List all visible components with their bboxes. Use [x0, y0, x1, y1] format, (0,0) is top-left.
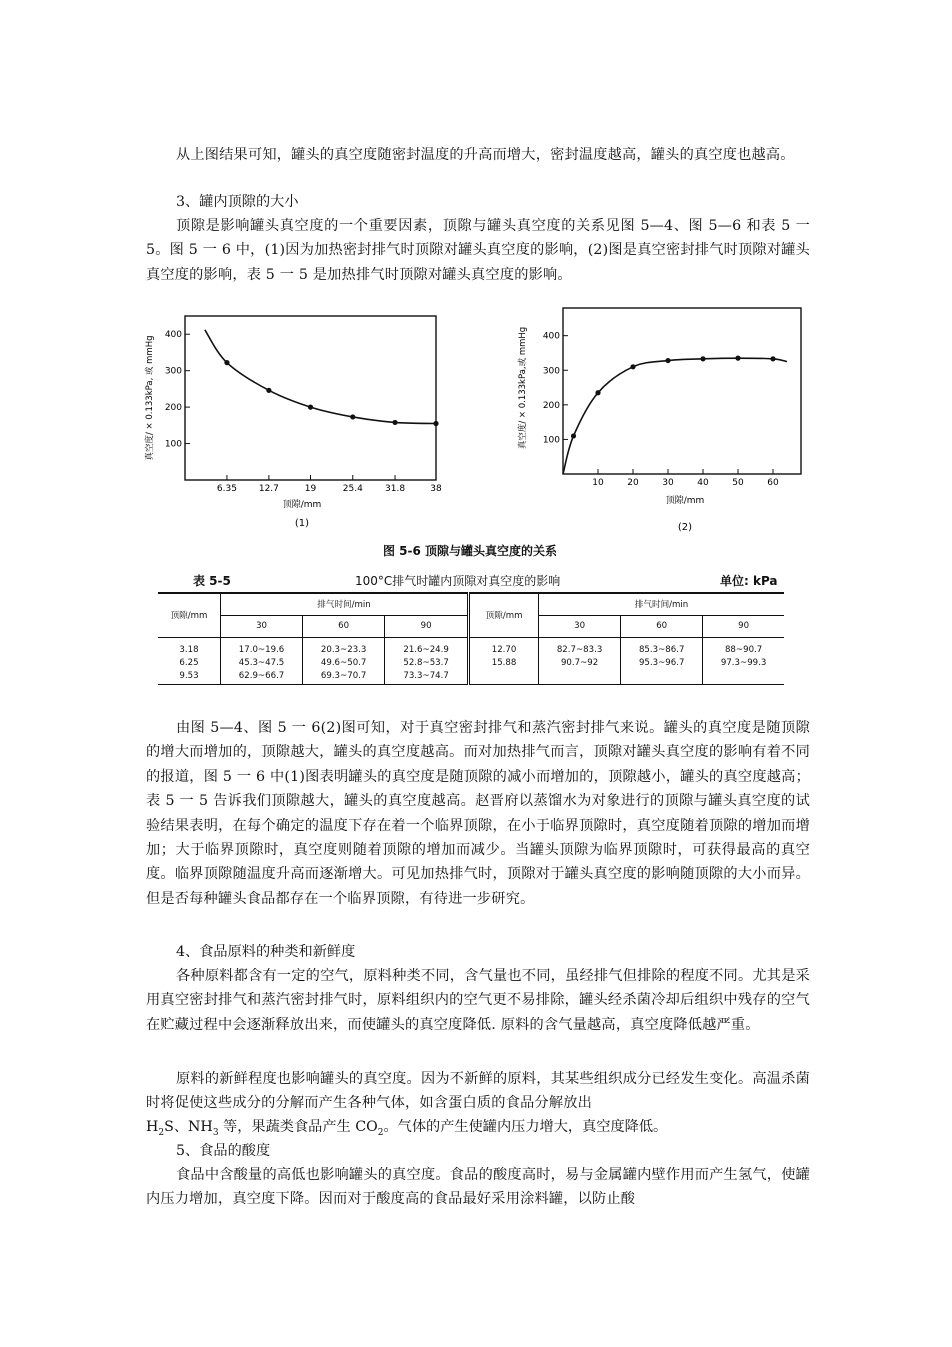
- formula-sub: 2: [377, 1127, 384, 1138]
- chart-number-label: (1): [294, 518, 310, 529]
- x-tick-label: 10: [592, 478, 604, 488]
- formula-sub: 2: [158, 1127, 165, 1138]
- data-point: [630, 364, 635, 369]
- x-tick-label: 25.4: [342, 484, 363, 494]
- table-cell: 17.0~19.6: [221, 643, 303, 656]
- header-time-90: 90: [385, 615, 469, 637]
- series-line: [205, 330, 436, 424]
- data-point: [392, 420, 397, 425]
- paragraph-6: 食品中含酸量的高低也影响罐头的真空度。食品的酸度高时，易与金属罐内壁作用而产生氢气，使罐内压力增加，真空度下降。因而对于酸度高的食品最好采用涂料罐，以防止酸: [146, 1167, 810, 1208]
- y-tick-label: 200: [164, 403, 182, 414]
- x-axis-label: 顶隙/mm: [665, 496, 705, 506]
- table-cell: 20.3~23.3: [303, 643, 385, 656]
- data-point: [735, 356, 740, 361]
- table-label: 表 5-5: [193, 574, 231, 588]
- header-time-60: 60: [303, 615, 385, 637]
- header-time-right: 排气时间/min: [539, 593, 784, 615]
- table-cell: 9.53: [158, 669, 221, 684]
- data-point: [770, 356, 775, 361]
- header-time-60: 60: [621, 615, 703, 637]
- chart-2: [505, 302, 805, 542]
- table-cell: 49.6~50.7: [303, 656, 385, 669]
- paragraph-5: 原料的新鲜程度也影响罐头的真空度。因为不新鲜的原料，其某些组织成分已经发生变化。高温杀菌时将促使这些成分的分解而产生各种气体，如含蛋白质的食品分解放出: [146, 1071, 810, 1112]
- table-cell: 90.7~92: [539, 656, 621, 669]
- table-row: [158, 669, 784, 684]
- y-tick-label: 300: [542, 366, 560, 377]
- y-axis-label: 真空度/ × 0.133kPa, 或 mmHg: [145, 335, 155, 461]
- table-cell: 73.3~74.7: [385, 669, 469, 684]
- formula-text: 等，果蔬类食品产生 CO: [218, 1119, 378, 1135]
- data-point: [433, 421, 438, 426]
- table-cell: 12.70: [469, 643, 539, 656]
- paragraph-1: 从上图结果可知，罐头的真空度随密封温度的升高而增大，密封温度越高，罐头的真空度也越高。: [176, 147, 795, 163]
- table-row: [158, 656, 784, 669]
- header-time-30: 30: [221, 615, 303, 637]
- table-cell: 3.18: [179, 644, 199, 655]
- heading-5: 5、食品的酸度: [176, 1143, 271, 1159]
- header-time-left: 排气时间/min: [221, 593, 469, 615]
- data-table: [158, 592, 784, 685]
- formula-text: S、NH: [164, 1119, 213, 1135]
- x-tick-label: 19: [304, 484, 317, 494]
- table-cell: 62.9~66.7: [221, 669, 303, 684]
- table-cell: 88~90.7: [703, 643, 784, 656]
- table-cell: 6.25: [179, 657, 199, 668]
- paragraph-4: 各种原料都含有一定的空气，原料种类不同，含气量也不同，虽经排气但排除的程度不同。尤其是采用真空密封排气和蒸汽密封排气时，原料组织内的空气更不易排除，罐头经杀菌冷却后组织中残存的空气在贮藏过程中会逐渐释放出来，而使罐头的真空度降低. 原料的含气量越高，真空度降低越严重。: [146, 968, 810, 1033]
- x-tick-label: 30: [662, 478, 674, 488]
- x-tick-label: 60: [767, 478, 779, 488]
- heading-4: 4、食品原料的种类和新鲜度: [176, 944, 356, 960]
- formula-sub: 3: [212, 1127, 219, 1138]
- table-cell: 52.8~53.7: [385, 656, 469, 669]
- header-time-90: 90: [703, 615, 784, 637]
- table-cell: 15.88: [469, 656, 539, 669]
- chart-number-label: (2): [677, 522, 693, 533]
- paragraph-3: 由图 5—4、图 5 一 6(2)图可知，对于真空密封排气和蒸汽密封排气来说。罐头的真空度是随顶隙的增大而增加的，顶隙越大，罐头的真空度越高。而对加热排气而言，顶隙对罐头真空度的影响有着不同的报道，图 5 一 6 中(1)图表明罐头的真空度是随顶隙的减小而增加的，顶隙越小，罐头的真空度越高；表 5 一 5 告诉我们顶隙越大，罐头的真空度越高。赵晋府以蒸馏水为对象进行的顶隙与罐头真空度的试验结果表明，在每个确定的温度下存在着一个临界顶隙，在小于临界顶隙时，真空度随着顶隙的增加而增加；大于临界顶隙时，真空度则随着顶隙的增加而减少。当罐头顶隙为临界顶隙时，可获得最高的真空度。临界顶隙随温度升高而逐渐增大。可见加热排气时，顶隙对于罐头真空度的影响随顶隙的大小而异。但是否每种罐头食品都存在一个临界顶隙，有待进一步研究。: [146, 720, 810, 907]
- y-tick-label: 300: [164, 366, 182, 377]
- table-row: [158, 643, 784, 656]
- table-cell: 45.3~47.5: [221, 656, 303, 669]
- x-tick-label: 40: [697, 478, 709, 488]
- data-point: [665, 358, 670, 363]
- heading-3: 3、罐内顶隙的大小: [176, 194, 299, 210]
- chart-1: [140, 302, 440, 542]
- header-gap-right: 顶隙/mm: [469, 593, 539, 637]
- data-point: [700, 356, 705, 361]
- series-line: [563, 358, 787, 474]
- data-point: [571, 433, 576, 438]
- formula-text: 。气体的产生使罐内压力增大，真空度降低。: [383, 1119, 668, 1135]
- data-point: [595, 390, 600, 395]
- x-tick-label: 38: [430, 484, 442, 494]
- y-tick-label: 100: [164, 439, 182, 450]
- y-tick-label: 400: [164, 330, 182, 341]
- x-tick-label: 20: [627, 478, 639, 488]
- table-cell: 95.3~96.7: [621, 656, 703, 669]
- table-cell: 85.3~86.7: [621, 643, 703, 656]
- data-point: [224, 360, 229, 365]
- figure-caption: 图 5-6 顶隙与罐头真空度的关系: [383, 544, 558, 558]
- table-cell: 82.7~83.3: [539, 643, 621, 656]
- plot-frame: [185, 316, 436, 480]
- y-axis-label: 真空度/ × 0.133kPa,或 mmHg: [518, 326, 528, 450]
- y-tick-label: 400: [542, 331, 560, 342]
- x-tick-label: 31.8: [385, 484, 406, 494]
- table-cell: 97.3~99.3: [703, 656, 784, 669]
- table-unit: 单位: kPa: [720, 574, 778, 588]
- table-cell: 69.3~70.7: [303, 669, 385, 684]
- data-point: [266, 388, 271, 393]
- y-tick-label: 100: [542, 435, 560, 446]
- header-time-30: 30: [539, 615, 621, 637]
- header-gap-left: 顶隙/mm: [158, 593, 221, 637]
- table-title: 100°C排气时罐内顶隙对真空度的影响: [355, 574, 561, 588]
- y-tick-label: 200: [542, 400, 560, 411]
- x-axis-label: 顶隙/mm: [282, 500, 322, 510]
- formula-text: H: [146, 1119, 159, 1135]
- table-cell: 21.6~24.9: [385, 643, 469, 656]
- x-tick-label: 50: [732, 478, 744, 488]
- x-tick-label: 12.7: [258, 484, 279, 494]
- paragraph-2: 顶隙是影响罐头真空度的一个重要因素，顶隙与罐头真空度的关系见图 5—4、图 5—6 和表 5 一 5。图 5 一 6 中，(1)因为加热密封排气时顶隙对罐头真空度的影响，(2)图是真空密封排气时顶隙对罐头真空度的影响，表 5 一 5 是加热排气时顶隙对罐头真空度的影响。: [146, 218, 810, 283]
- data-point: [350, 414, 355, 419]
- x-tick-label: 6.35: [216, 484, 237, 494]
- data-point: [308, 405, 313, 410]
